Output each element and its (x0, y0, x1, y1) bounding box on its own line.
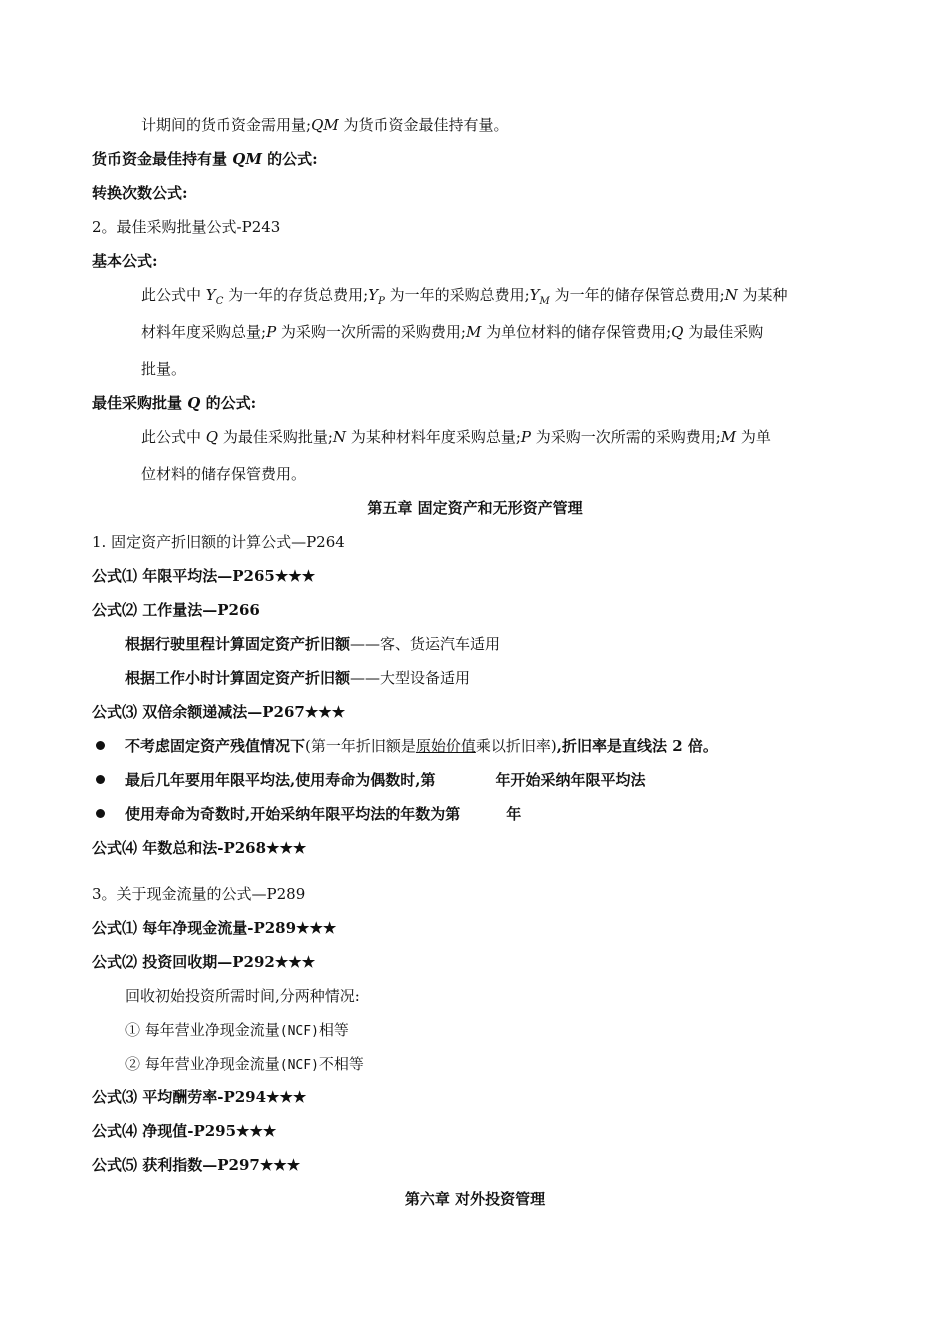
subscript: C (215, 296, 224, 307)
variable-q: Q (671, 323, 684, 341)
cashflow-note: 回收初始投资所需时间,分两种情况: (125, 987, 360, 1005)
variable-m: M (720, 428, 737, 446)
text-span: 使用寿命为奇数时,开始采纳年限平均法的年数为第 (125, 805, 461, 823)
heading-q-formula (92, 393, 256, 413)
variable-p: P (520, 428, 531, 446)
variable-y: Y (368, 286, 379, 304)
formula-1-heading: 公式⑴ 年限平均法—P265★★★ (92, 567, 316, 585)
text-span: 不考虑固定资产残值情况下 (125, 737, 306, 755)
text-span: ② 每年营业净现金流量 (125, 1055, 280, 1073)
chapter-6-title: 第六章 对外投资管理 (404, 1190, 546, 1208)
text-span: 为货币资金最佳持有量。 (343, 116, 509, 134)
text-span: ——客、货运汽车适用 (350, 635, 501, 653)
heading-conversion-formula: 转换次数公式: (92, 184, 188, 202)
text-span: 计期间的货币资金需用量; (141, 116, 312, 134)
variable-y: Y (529, 286, 540, 304)
text-span: 的公式: (267, 150, 318, 168)
text-span: ——大型设备适用 (350, 669, 471, 687)
cashflow-case-2 (125, 1054, 364, 1076)
underlined-term: 原始价值 (415, 737, 476, 755)
bullet-item (125, 736, 718, 756)
text-span: 此公式中 (141, 428, 206, 446)
formula-2-note (125, 668, 470, 688)
text-span: 此公式中 (141, 286, 206, 304)
text-span: 相等 (318, 1021, 349, 1039)
cashflow-formula-1: 公式⑴ 每年净现金流量-P289★★★ (92, 919, 337, 937)
item-2-title: 2。最佳采购批量公式-P243 (92, 218, 281, 236)
text-span: 最后几年要用年限平均法,使用寿命为偶数时,第 (125, 771, 436, 789)
cashflow-formula-5: 公式⑸ 获利指数—P297★★★ (92, 1156, 301, 1174)
text-span: 为采购一次所需的采购费用; (276, 323, 466, 341)
cashflow-formula-3: 公式⑶ 平均酬劳率-P294★★★ (92, 1088, 307, 1106)
variable-n: N (724, 286, 738, 304)
text-span: 为单 (736, 428, 771, 446)
formula-3-heading: 公式⑶ 双倍余额递减法—P267★★★ (92, 703, 346, 721)
text-span: 为某种 (737, 286, 788, 304)
text-span: 年开始采纳年限平均法 (495, 771, 646, 789)
item-1-title: 1. 固定资产折旧额的计算公式—P264 (92, 533, 345, 551)
text-span: 为采购一次所需的采购费用; (530, 428, 721, 446)
chapter-5-title: 第五章 固定资产和无形资产管理 (367, 499, 583, 517)
paragraph-line: 批量。 (141, 360, 187, 378)
text-span: 为一年的储存保管总费用; (549, 286, 725, 304)
text-span: 为一年的采购总费用; (384, 286, 530, 304)
formula-2-note (125, 634, 500, 654)
text-span: 的公式: (205, 394, 257, 412)
text-line (141, 115, 509, 135)
ncf-abbrev: (NCF) (279, 1058, 319, 1073)
formula-4-heading: 公式⑷ 年数总和法-P268★★★ (92, 839, 307, 857)
text-span: 年 (506, 805, 522, 823)
text-span: 根据行驶里程计算固定资产折旧额 (125, 635, 351, 653)
variable-q: Q (205, 428, 219, 446)
variable-q: Q (187, 394, 201, 412)
bullet-item (125, 804, 521, 824)
text-span: 根据工作小时计算固定资产折旧额 (125, 669, 351, 687)
variable-qm: QM (311, 116, 339, 134)
text-span: 为一年的存货总费用; (223, 286, 369, 304)
paragraph-line (141, 285, 788, 305)
text-span: 为最佳采购批量; (218, 428, 333, 446)
variable-m: M (465, 323, 482, 341)
heading-qm-formula (92, 149, 318, 169)
text-span: 为某种材料年度采购总量; (346, 428, 521, 446)
variable-qm: QM (232, 150, 262, 168)
paragraph-line (141, 322, 763, 342)
paragraph-line (141, 427, 771, 447)
cashflow-case-1 (125, 1020, 349, 1042)
subscript: P (378, 296, 385, 307)
text-span: (第一年折旧额是 (305, 737, 416, 755)
text-span: 为最佳采购 (683, 323, 764, 341)
item-3-title: 3。关于现金流量的公式—P289 (92, 885, 306, 903)
text-span: 为单位材料的储存保管费用; (481, 323, 672, 341)
text-span: 材料年度采购总量; (141, 323, 267, 341)
variable-p: P (266, 323, 277, 341)
text-span: ,折旧率是直线法 2 倍。 (556, 737, 718, 755)
ncf-abbrev: (NCF) (279, 1024, 319, 1039)
text-span: 乘以折旧率) (475, 737, 557, 755)
variable-y: Y (205, 286, 216, 304)
bullet-icon (96, 809, 105, 818)
variable-n: N (332, 428, 347, 446)
cashflow-formula-4: 公式⑷ 净现值-P295★★★ (92, 1122, 277, 1140)
text-span: 不相等 (318, 1055, 364, 1073)
heading-basic-formula: 基本公式: (92, 252, 158, 270)
formula-2-heading: 公式⑵ 工作量法—P266 (92, 601, 260, 619)
bullet-item (125, 770, 645, 790)
bullet-icon (96, 741, 105, 750)
text-span: 最佳采购批量 (92, 394, 183, 412)
subscript: M (539, 296, 550, 307)
text-span: ① 每年营业净现金流量 (125, 1021, 280, 1039)
text-span: 货币资金最佳持有量 (92, 150, 228, 168)
cashflow-formula-2: 公式⑵ 投资回收期—P292★★★ (92, 953, 316, 971)
paragraph-line: 位材料的储存保管费用。 (141, 465, 307, 483)
bullet-icon (96, 775, 105, 784)
